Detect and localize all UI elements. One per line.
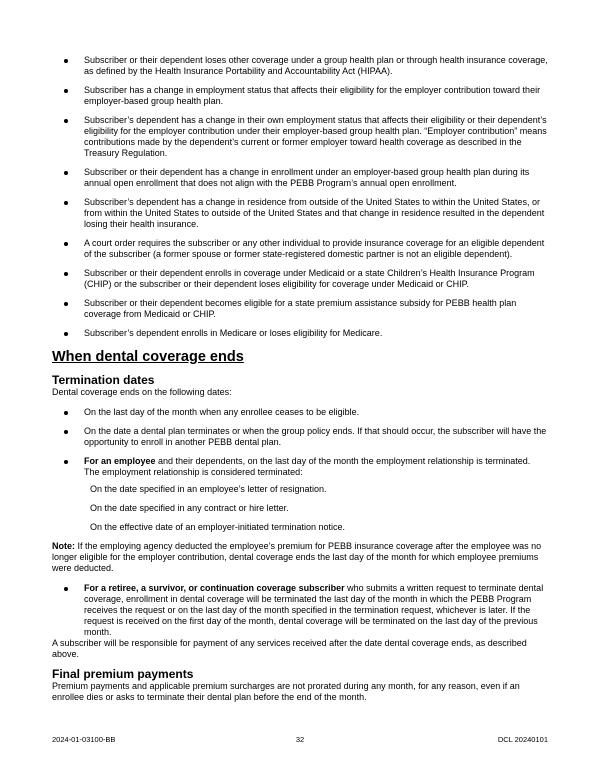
termination-conditions — [52, 484, 548, 533]
final-premium-section — [52, 667, 548, 703]
list-item: For a retiree, a survivor, or continuation coverage subscriber who submits a written request to terminate dental coverage, enrollment in dental coverage will be terminated the last day of the month in which the PEBB Program receives the request or on the last day of the month specified in the termination request, whichever is later. If the request is received on the first day of the month, dental coverage will be terminated on the last day of the previous month. — [52, 583, 548, 638]
revision-code: DCL 20240101 — [497, 735, 548, 744]
employee-label: For an employee — [84, 456, 156, 466]
list-item: A court order requires the subscriber or any other individual to provide insurance coverage for an eligible dependent of the subscriber (a former spouse or former state-registered domestic partner is not an eligible dependent). — [52, 238, 548, 260]
page-footer — [52, 734, 548, 746]
list-item: Subscriber or their dependent enrolls in coverage under Medicaid or a state Children’s Health Insurance Program (CHIP) or the subscriber or their dependent loses eligibility for coverage under Medicaid or CHIP. — [52, 268, 548, 290]
retiree-label: For a retiree, a survivor, or continuation coverage subscriber — [84, 583, 345, 593]
bullet-icon — [64, 59, 68, 63]
final-premium-text: Premium payments and applicable premium surcharges are not prorated during any month, for any reason, even if an enrollee dies or asks to terminate their dental plan before the end of the month. — [52, 681, 520, 702]
bullet-icon — [64, 332, 68, 336]
list-item: Subscriber’s dependent enrolls in Medicare or loses eligibility for Medicare. — [52, 328, 548, 339]
document-code: 2024-01-03100-BB — [52, 735, 116, 744]
list-item: On the last day of the month when any enrollee ceases to be eligible. — [52, 407, 548, 418]
closing-paragraph: A subscriber will be responsible for payment of any services received after the date dental coverage ends, as described above. — [52, 638, 527, 659]
condition-line: On the date specified in an employee’s letter of resignation. — [90, 484, 327, 494]
bullet-icon — [64, 430, 68, 434]
note-paragraph: Note: If the employing agency deducted the employee’s premium for PEBB insurance coverage after the employee was no longer eligible for the employer contribution, dental coverage ends the last day of the month for which employee premiums were deducted. — [52, 541, 542, 573]
list-item: For an employee and their dependents, on the last day of the month the employment relationship is terminated. The employment relationship is considered terminated: — [52, 456, 548, 478]
bullet-icon — [64, 272, 68, 276]
list-item: Subscriber’s dependent has a change in residence from outside of the United States to within the United States, or from within the United States to outside of the United States and that change in residence resulted in the dependent losing their health insurance. — [52, 197, 548, 230]
condition-line: On the date specified in any contract or hire letter. — [90, 503, 289, 513]
termination-intro: Dental coverage ends on the following dates: — [52, 387, 232, 397]
list-item: Subscriber has a change in employment status that affects their eligibility for the employer contribution toward their employer-based group health plan. — [52, 85, 548, 107]
condition-line: On the effective date of an employer-initiated termination notice. — [90, 522, 345, 532]
list-item: Subscriber or their dependent has a change in enrollment under an employer-based group health plan during its annual open enrollment that does not align with the PEBB Program’s annual open enrollment. — [52, 167, 548, 189]
list-item: Subscriber’s dependent has a change in their own employment status that affects their eligibility or their dependent’s eligibility for the employer contribution under their employer-based group health plan. “Employer contribution” means contributions made by the dependent’s current or former employer toward health coverage as described in the Treasury Regulation. — [52, 115, 548, 159]
bullet-icon — [64, 201, 68, 205]
termination-dates-section — [52, 373, 548, 660]
final-premium-heading: Final premium payments — [52, 667, 194, 681]
retiree-list — [52, 583, 548, 638]
list-item: Subscriber or their dependent loses other coverage under a group health plan or through health insurance coverage, as defined by the Health Insurance Portability and Accountability Act (HIPAA). — [52, 55, 548, 77]
bullet-icon — [64, 460, 68, 464]
page-number: 32 — [295, 735, 305, 744]
bullet-icon — [64, 242, 68, 246]
note-label: Note: — [52, 541, 75, 551]
bullet-icon — [64, 119, 68, 123]
termination-dates-heading: Termination dates — [52, 373, 155, 387]
special-enrollment-list — [52, 55, 548, 339]
section-title: When dental coverage ends — [52, 349, 244, 365]
list-item: Subscriber or their dependent becomes eligible for a state premium assistance subsidy for PEBB health plan coverage from Medicaid or CHIP. — [52, 298, 548, 320]
bullet-icon — [64, 302, 68, 306]
list-item: On the date a dental plan terminates or when the group policy ends. If that should occur, the subscriber will have the opportunity to enroll in another PEBB dental plan. — [52, 426, 548, 448]
bullet-icon — [64, 171, 68, 175]
bullet-icon — [64, 587, 68, 591]
termination-list — [52, 407, 548, 478]
bullet-icon — [64, 89, 68, 93]
bullet-icon — [64, 411, 68, 415]
